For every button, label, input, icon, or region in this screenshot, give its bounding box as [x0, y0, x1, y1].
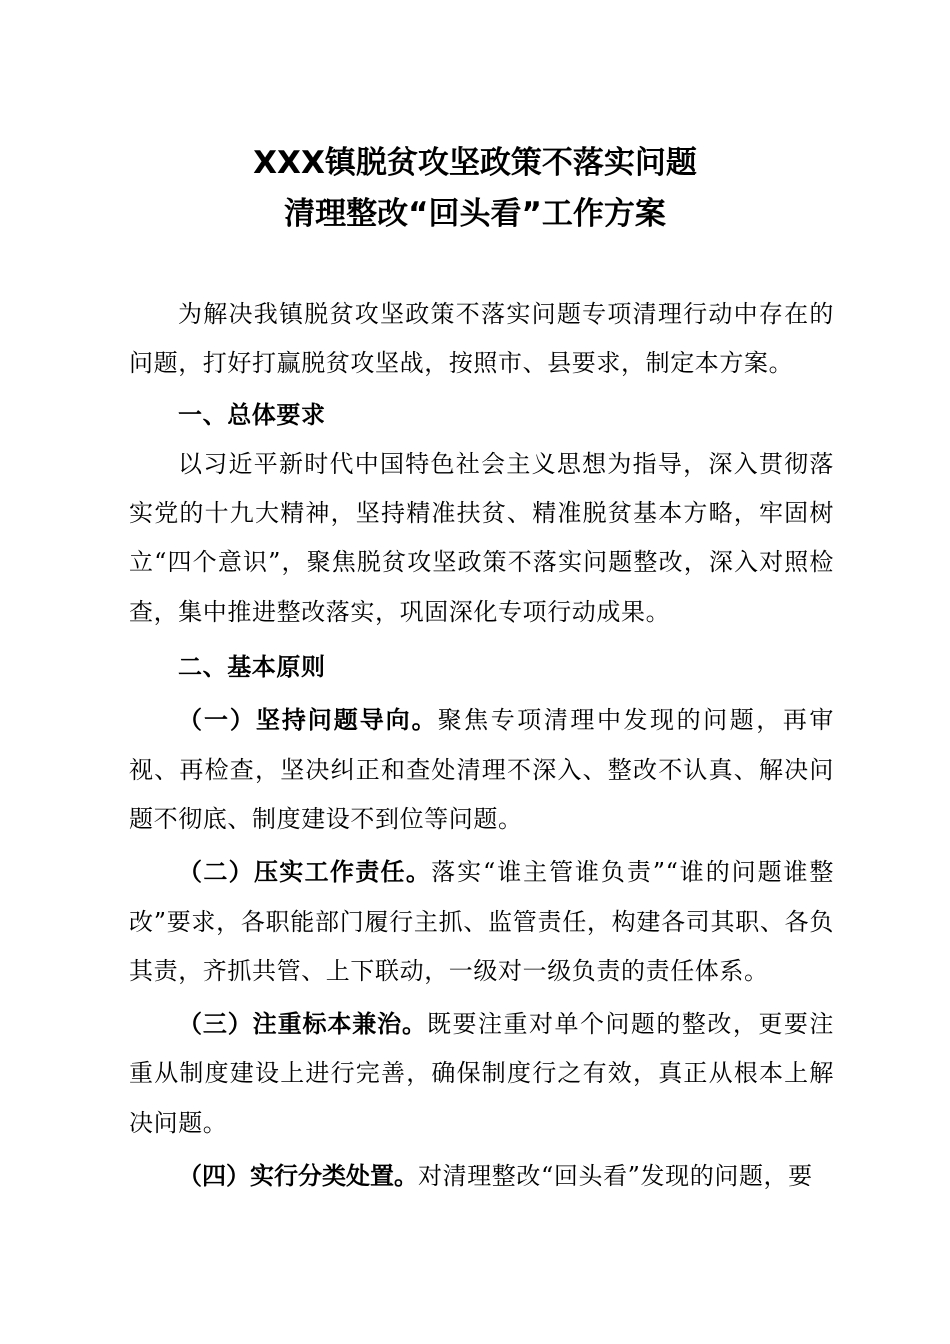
principle-title-1: （一）坚持问题导向。: [178, 706, 438, 735]
principle-paragraph-4: [129, 1152, 834, 1201]
section-heading-basic-principles: 二、基本原则: [178, 653, 326, 682]
section-heading-general-requirements: 一、总体要求: [178, 400, 326, 429]
document-title-line-2: 清理整改“回头看”工作方案: [284, 196, 666, 232]
principle-title-3: （三）注重标本兼治。: [178, 1010, 427, 1039]
principle-text-4: 对清理整改“回头看”发现的问题，要: [418, 1162, 813, 1191]
principle-title-2: （二）压实工作责任。: [178, 858, 432, 887]
principle-paragraph-1: [129, 696, 834, 844]
general-requirements-paragraph: 以习近平新时代中国特色社会主义思想为指导，深入贯彻落实党的十九大精神，坚持精准扶贫、精准脱贫基本方略，牢固树立“四个意识”，聚焦脱贫攻坚政策不落实问题整改，深入对照检查，集中推进整改落实，巩固深化专项行动成果。: [129, 449, 834, 626]
principle-paragraph-3: [129, 1000, 834, 1148]
principle-text-2: 落实“谁主管谁负责”“谁的问题谁整改”要求，各职能部门履行主抓、监管责任，构建各司其职、各负其责，齐抓共管、上下联动，一级对一级负责的责任体系。: [129, 858, 835, 985]
principle-text-3: 既要注重对单个问题的整改，更要注重从制度建设上进行完善，确保制度行之有效，真正从根本上解决问题。: [129, 1010, 835, 1137]
intro-paragraph: 为解决我镇脱贫攻坚政策不落实问题专项清理行动中存在的问题，打好打赢脱贫攻坚战，按照市、县要求，制定本方案。: [129, 300, 834, 378]
principle-text-1: 聚焦专项清理中发现的问题，再审视、再检查，坚决纠正和查处清理不深入、整改不认真、解决问题不彻底、制度建设不到位等问题。: [129, 706, 835, 833]
principle-paragraph-2: [129, 848, 834, 996]
document-body: [129, 290, 834, 1201]
document-title-line-1: XXX镇脱贫攻坚政策不落实问题: [253, 145, 697, 181]
principle-title-4: （四）实行分类处置。: [178, 1162, 418, 1191]
